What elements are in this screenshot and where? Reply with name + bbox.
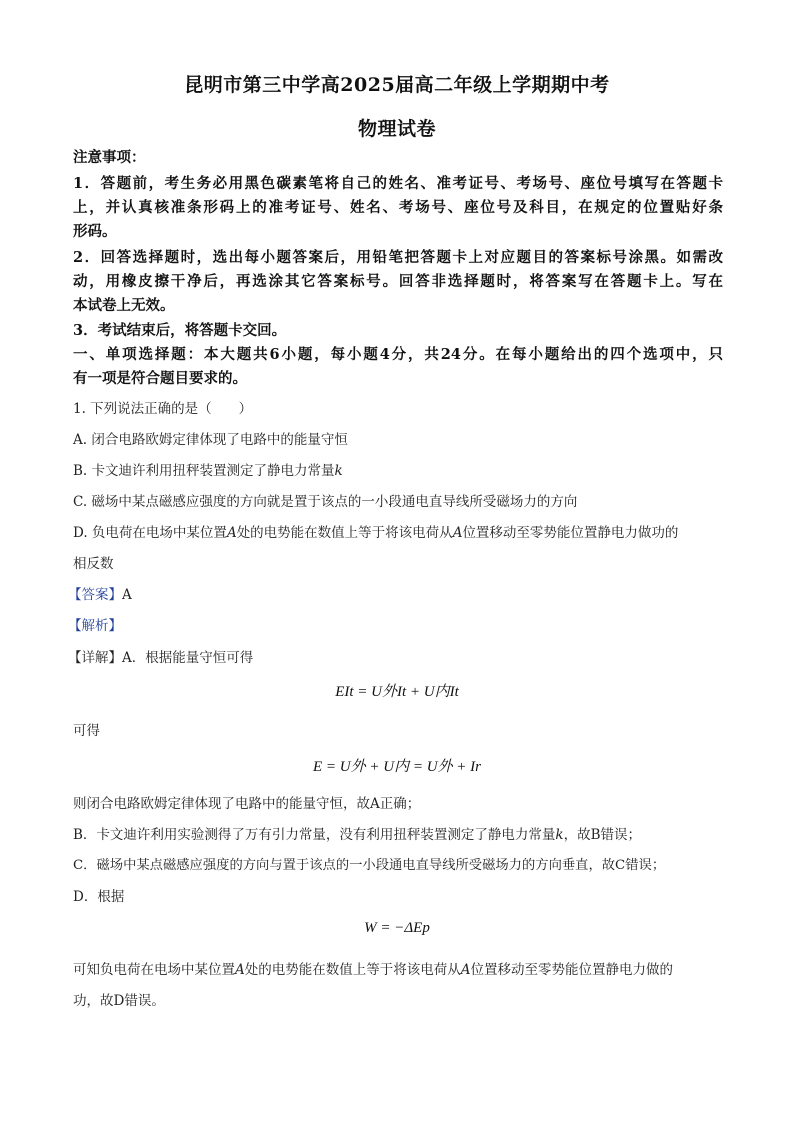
notice-line-7: 3．考试结束后，将答题卡交回。 xyxy=(73,322,287,339)
equation-2: E = U外 + U内 = U外 + Ir xyxy=(313,759,481,775)
detail-line xyxy=(68,646,718,670)
final-line-1 xyxy=(73,958,723,982)
section-heading-line-1: 一、单项选择题：本大题共6小题，每小题4分，共24分。在每小题给出的四个选项中，只 xyxy=(73,346,723,363)
option-d-line-2: 相反数 xyxy=(73,556,114,572)
analysis-label: 【解析】 xyxy=(68,618,122,634)
answer-label: 【答案】 xyxy=(68,587,122,603)
option-d-text-1: D. 负电荷在电场中某位置 xyxy=(73,525,227,541)
analysis-b-line xyxy=(73,823,723,847)
detail-label: 【详解】 xyxy=(68,650,122,666)
analysis-b-var: k xyxy=(555,827,564,843)
option-c: C. 磁场中某点磁感应强度的方向就是置于该点的一小段通电直导线所受磁场力的方向 xyxy=(73,494,578,510)
final-var-2: A xyxy=(460,962,471,978)
section-heading-line-2: 有一项是符合题目要求的。 xyxy=(73,370,247,387)
detail-text: A．根据能量守恒可得 xyxy=(122,650,254,666)
option-b xyxy=(73,459,723,483)
option-b-var: k xyxy=(334,463,343,479)
equation-1: EIt = U外It + U内It xyxy=(335,684,459,700)
notice-heading: 注意事项： xyxy=(73,149,146,166)
answer-value: A xyxy=(122,587,132,603)
option-d-var-1: A xyxy=(226,525,237,541)
final-text-1: 可知负电荷在电场中某位置 xyxy=(73,962,235,978)
final-text-2: 处的电势能在数值上等于将该电荷从 xyxy=(244,962,461,978)
question-stem: 1. 下列说法正确的是（ ） xyxy=(73,401,253,417)
option-b-text: B. 卡文迪许利用扭秤装置测定了静电力常量 xyxy=(73,463,335,479)
notice-line-1: 1．答题前，考生务必用黑色碳素笔将自己的姓名、准考证号、考场号、座位号填写在答题卡 xyxy=(73,175,723,192)
analysis-c-line: C．磁场中某点磁感应强度的方向与置于该点的一小段通电直导线所受磁场力的方向垂直，故C错误； xyxy=(73,858,666,873)
exam-title: 昆明市第三中学高2025届高二年级上学期期中考 xyxy=(184,74,610,96)
notice-line-2: 上，并认真核准条形码上的准考证号、姓名、考场号、座位号及科目，在规定的位置贴好条 xyxy=(73,199,723,216)
analysis-a-line: 则闭合电路欧姆定律体现了电路中的能量守恒，故A正确； xyxy=(73,796,421,812)
exam-subtitle: 物理试卷 xyxy=(357,118,436,140)
option-a: A. 闭合电路欧姆定律体现了电路中的能量守恒 xyxy=(73,432,348,448)
notice-line-5: 动，用橡皮擦干净后，再选涂其它答案标号。回答非选择题时，将答案写在答题卡上。写在 xyxy=(73,273,723,290)
analysis-b-text-1: B．卡文迪许利用实验测得了万有引力常量，没有利用扭秤装置测定了静电力常量 xyxy=(73,827,556,843)
analysis-b-text-2: ，故B错误； xyxy=(563,827,642,843)
final-var-1: A xyxy=(235,962,245,978)
final-line-2: 功，故D错误。 xyxy=(73,993,165,1009)
option-d-var-2: A xyxy=(452,525,463,541)
can-get-text: 可得 xyxy=(73,723,100,739)
option-d-text-3: 位置移动至零势能位置静电力做功的 xyxy=(462,525,679,541)
option-d-line-1 xyxy=(73,521,723,545)
notice-line-6: 本试卷上无效。 xyxy=(73,297,175,314)
notice-line-3: 形码。 xyxy=(73,223,117,240)
equation-3: W = −ΔEp xyxy=(364,920,430,936)
analysis-d-line: D．根据 xyxy=(73,889,125,905)
answer-line xyxy=(68,583,718,607)
final-text-3: 位置移动至零势能位置静电力做的 xyxy=(470,962,673,978)
notice-line-4: 2．回答选择题时，选出每小题答案后，用铅笔把答题卡上对应题目的答案标号涂黑。如需改 xyxy=(73,249,723,266)
option-d-text-2: 处的电势能在数值上等于将该电荷从 xyxy=(236,525,453,541)
